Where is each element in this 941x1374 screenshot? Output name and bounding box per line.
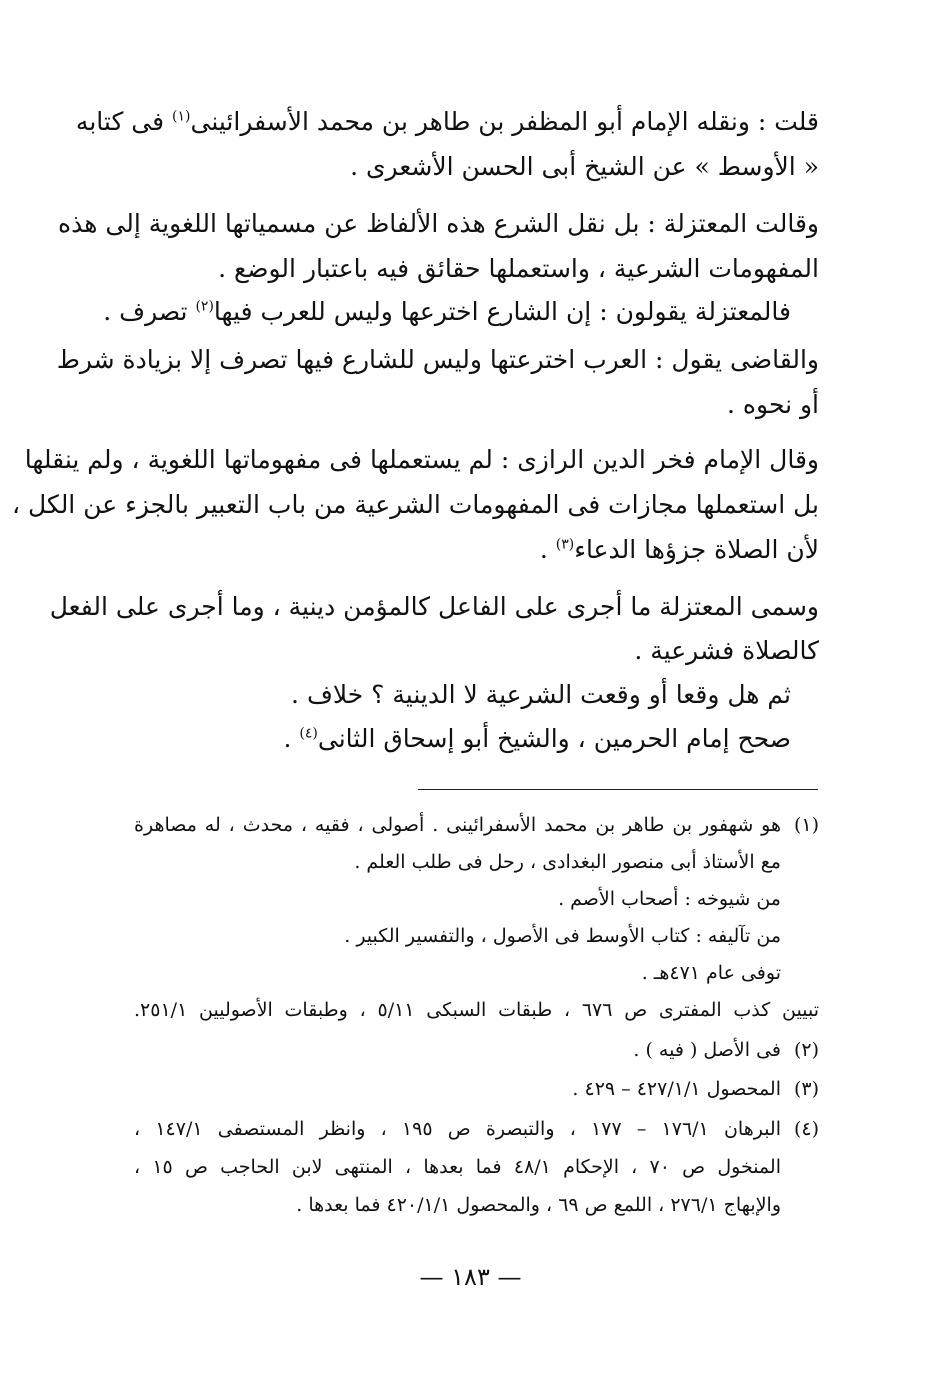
- footnote-line: توفى عام ٤٧١هـ .: [641, 962, 781, 984]
- body-line: بل استعملها مجازات فى المفهومات الشرعية من باب التعبير بالجزء عن الكل ،: [11, 490, 819, 519]
- body-line: أو نحوه .: [727, 390, 819, 419]
- footnote-line: فى الأصل ( فيه ) .: [633, 1039, 781, 1061]
- footnote-ref: (٤): [299, 725, 318, 742]
- body-line: وقالت المعتزلة : بل نقل الشرع هذه الألفاظ عن مسمياتها اللغوية إلى هذه: [58, 209, 819, 238]
- footnote-separator: [418, 789, 818, 790]
- body-line: [284, 724, 791, 754]
- text-run: فالمعتزلة يقولون : إن الشارع اخترعها وليس للعرب فيها: [213, 297, 791, 326]
- body-line: [103, 297, 791, 327]
- text-run: صحح إمام الحرمين ، والشيخ أبو إسحاق الثانى: [317, 724, 791, 753]
- body-line: كالصلاة فشرعية .: [634, 636, 819, 665]
- footnote-number: (٢): [793, 1039, 819, 1061]
- text-run: .: [283, 724, 300, 753]
- footnote-ref: (١): [172, 108, 191, 125]
- footnote-ref: (٢): [195, 298, 214, 315]
- body-line: « الأوسط » عن الشيخ أبى الحسن الأشعرى .: [350, 152, 819, 181]
- footnote-line: تبيين كذب المفترى ص ٦٧٦ ، طبقات السبكى ٥/١١ ، وطبقات الأصوليين ٢٥١/١.: [134, 999, 819, 1021]
- footnote-line: مع الأستاذ أبى منصور البغدادى ، رحل فى طلب العلم .: [354, 851, 781, 873]
- footnote-line: من تآليفه : كتاب الأوسط فى الأصول ، والتفسير الكبير .: [344, 925, 781, 947]
- footnote-line: والإبهاج ٢٧٦/١ ، اللمع ص ٦٩ ، والمحصول ٤٢٠/١/١ فما بعدها .: [296, 1194, 781, 1216]
- footnote-line: المحصول ٤٢٧/١/١ – ٤٢٩ .: [572, 1078, 781, 1100]
- footnote-line: هو شهفور بن طاهر بن محمد الأسفرائينى . أصولى ، فقيه ، محدث ، له مصاهرة: [134, 814, 781, 836]
- body-line: وسمى المعتزلة ما أجرى على الفاعل كالمؤمن دينية ، وما أجرى على الفعل: [49, 592, 819, 621]
- footnote-line: من شيوخه : أصحاب الأصم .: [558, 888, 781, 910]
- text-run: .: [539, 535, 556, 564]
- page-number: — ١٨٣ —: [419, 1263, 522, 1291]
- footnote-line: المنخول ص ٧٠ ، الإحكام ٤٨/١ فما بعدها ، المنتهى لابن الحاجب ص ١٥ ،: [134, 1156, 781, 1178]
- text-run: فى كتابه: [75, 107, 173, 136]
- footnote-number: (٣): [793, 1078, 819, 1100]
- body-line: ثم هل وقعا أو وقعت الشرعية لا الدينية ؟ خلاف .: [291, 680, 791, 709]
- text-run: قلت : ونقله الإمام أبو المظفر بن طاهر بن محمد الأسفرائينى: [190, 107, 819, 136]
- body-line: وقال الإمام فخر الدين الرازى : لم يستعملها فى مفهوماتها اللغوية ، ولم ينقلها: [24, 445, 819, 474]
- footnote-ref: (٣): [555, 536, 575, 553]
- footnote-number: (٤): [793, 1118, 819, 1140]
- footnote-line: البرهان ١٧٦/١ – ١٧٧ ، والتبصرة ص ١٩٥ ، وانظر المستصفى ١٤٧/١ ،: [134, 1118, 781, 1140]
- body-line: [75, 107, 819, 137]
- body-line: المفهومات الشرعية ، واستعملها حقائق فيه باعتبار الوضع .: [218, 254, 819, 283]
- text-run: تصرف .: [103, 297, 196, 326]
- body-line: [540, 535, 819, 565]
- footnote-number: (١): [793, 814, 819, 836]
- body-line: والقاضى يقول : العرب اخترعتها وليس للشارع فيها تصرف إلا بزيادة شرط: [56, 345, 819, 374]
- text-run: لأن الصلاة جزؤها الدعاء: [574, 535, 819, 564]
